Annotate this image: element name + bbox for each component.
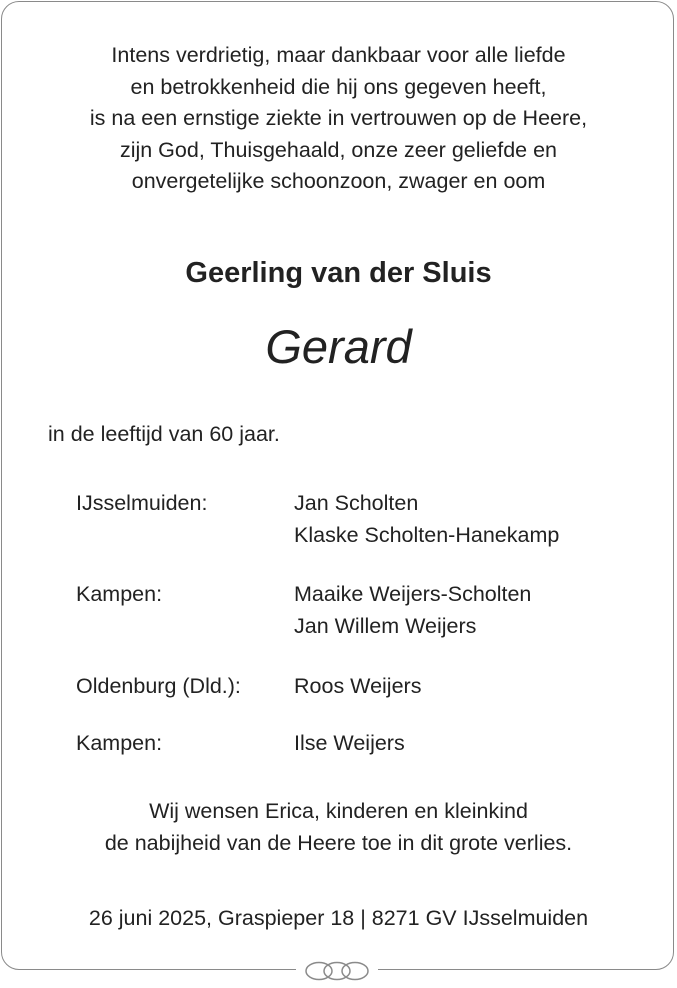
family-place: Kampen: [76, 731, 163, 755]
wish-line: de nabijheid van de Heere toe in dit grote verlies. [104, 831, 573, 855]
age-line: in de leeftijd van 60 jaar. [48, 422, 280, 446]
family-names [294, 727, 405, 759]
intro-line: en betrokkenheid die hij ons gegeven heeft, [130, 74, 547, 99]
family-name: Roos Weijers [294, 674, 422, 698]
deceased-first-name: Gerard [265, 320, 412, 373]
family-place: IJsselmuiden: [76, 491, 208, 515]
family-name: Maaike Weijers-Scholten [294, 582, 532, 606]
intro-line: is na een ernstige ziekte in vertrouwen op de Heere, [89, 106, 588, 130]
family-name: Jan Willem Weijers [294, 614, 477, 638]
family-names [294, 578, 531, 642]
date-address-line: 26 juni 2025, Graspieper 18 | 8271 GV IJsselmuiden [88, 906, 589, 930]
intro-line: onvergetelijke schoonzoon, zwager en oom [131, 169, 546, 193]
family-names [294, 487, 559, 551]
family-names [294, 670, 421, 702]
deceased-full-name: Geerling van der Sluis [185, 257, 492, 289]
intro-text [0, 40, 677, 198]
family-name: Ilse Weijers [294, 731, 405, 755]
intro-line: Intens verdrietig, maar dankbaar voor alle liefde [111, 43, 566, 67]
family-name: Klaske Scholten-Hanekamp [294, 523, 560, 547]
family-name: Jan Scholten [294, 491, 419, 515]
wish-line: Wij wensen Erica, kinderen en kleinkind [149, 799, 528, 823]
intro-line: zijn God, Thuisgehaald, onze zeer geliefde en [119, 137, 558, 162]
family-place: Kampen: [76, 582, 163, 606]
rings-ornament-icon [296, 959, 378, 983]
wish-text [0, 795, 677, 859]
family-place: Oldenburg (Dld.): [76, 674, 241, 698]
